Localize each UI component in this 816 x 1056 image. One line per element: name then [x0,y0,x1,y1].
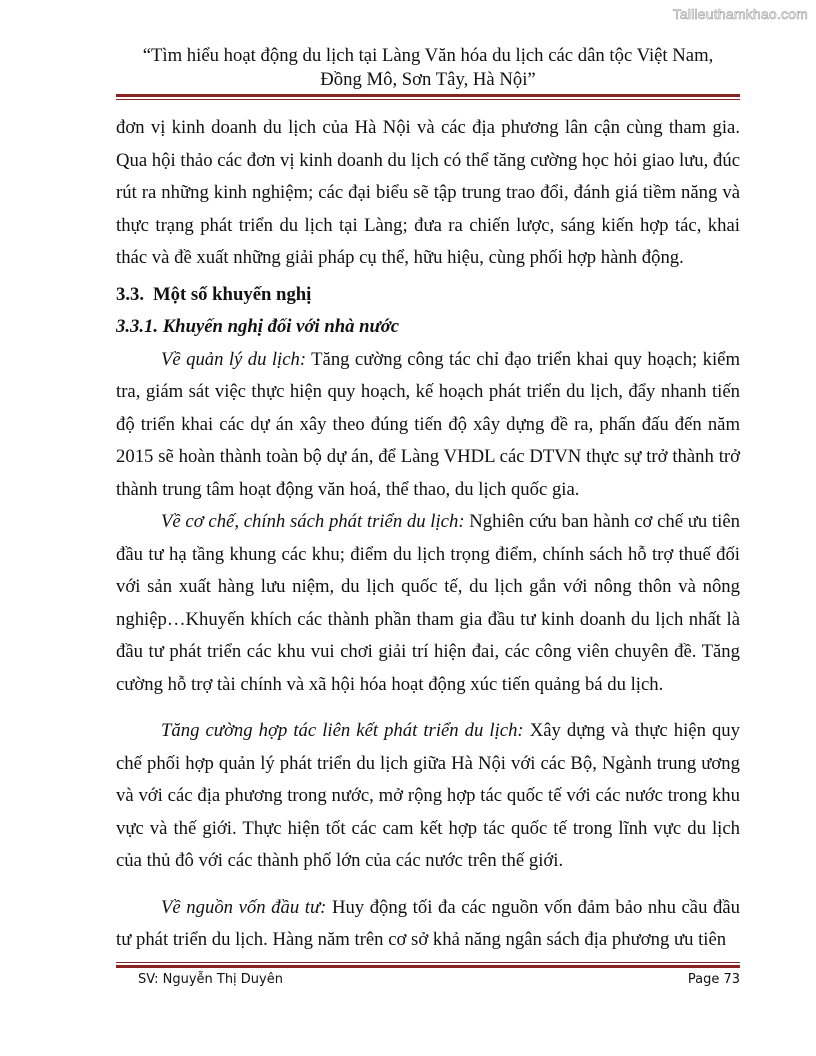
page-number: Page 73 [687,972,740,987]
header-rule-thin [116,99,740,100]
paragraph-lead: Tăng cường hợp tác liên kết phát triển du lịch: [161,720,524,741]
page-footer [138,972,740,987]
paragraph-investment [116,892,740,957]
paragraph-intro: đơn vị kinh doanh du lịch của Hà Nội và các địa phương lân cận cùng tham gia. Qua hội thảo các đơn vị kinh doanh du lịch có thể tăng cường học hỏi giao lưu, đúc rút ra những kinh nghiệm; các đại biểu sẽ tập trung trao đổi, đánh giá tiềm năng và thực trạng phát triển du lịch tại Làng; đưa ra chiến lược, sáng kiến hợp tác, khai thác và đề xuất những giải pháp cụ thể, hữu hiệu, cùng phối hợp hành động. [116,117,740,268]
paragraph-cooperation [116,715,740,878]
header-rule-thick [116,94,740,97]
section-title: Một số khuyến nghị [153,283,312,305]
paragraph-management [116,344,740,507]
paragraph-text: Huy động tối đa các nguồn vốn đảm bảo nhu cầu đầu tư phát triển du lịch. Hàng năm trên cơ sở khả năng ngân sách địa phương ưu tiên [116,896,740,950]
header-title-line-2: Đồng Mô, Sơn Tây, Hà Nội” [320,69,536,90]
section-number: 3.3. [116,283,145,305]
section-heading [116,279,740,312]
paragraph-text: Nghiên cứu ban hành cơ chế ưu tiên đầu tư hạ tầng khung các khu; điểm du lịch trọng điểm, chính sách hỗ trợ thuế đối với sản xuất hàng lưu niệm, du lịch quốc tế, du lịch gắn với nông thôn và nông nghiệp…Khuyến khích các thành phần tham gia đầu tư kinh doanh du lịch nhất là đầu tư phát triển các khu vui chơi giải trí hiện đai, các công viên chuyên đề. Tăng cường hỗ trợ tài chính và xã hội hóa hoạt động xúc tiến quảng bá du lịch. [116,511,740,695]
page-body [116,112,740,957]
footer-rule-thin [116,962,740,963]
paragraph-lead: Về cơ chế, chính sách phát triển du lịch: [161,511,465,532]
paragraph-text: Tăng cường công tác chỉ đạo triển khai quy hoạch; kiểm tra, giám sát việc thực hiện quy hoạch, kế hoạch phát triển du lịch, đẩy nhanh tiến độ triển khai các dự án xây theo đúng tiến độ xây dựng đề ra, phấn đấu đến năm 2015 sẽ hoàn thành toàn bộ dự án, để Làng VHDL các DTVN thực sự trở thành trở thành trung tâm hoạt động văn hoá, thể thao, du lịch quốc gia. [116,348,740,500]
header-title-line-1: “Tìm hiểu hoạt động du lịch tại Làng Văn hóa du lịch các dân tộc Việt Nam, [142,45,714,66]
watermark: Tailieuthamkhao.com [672,6,808,22]
footer-author: SV: Nguyễn Thị Duyên [138,972,283,987]
paragraph-text: Xây dựng và thực hiện quy chế phối hợp quản lý phát triển du lịch giữa Hà Nội với các Bộ, Ngành trung ương và với các địa phương trong nước, mở rộng hợp tác quốc tế với các nước trong khu vực và thế giới. Thực hiện tốt các cam kết hợp tác quốc tế trong lĩnh vực du lịch của thủ đô với các thành phố lớn của các nước trên thế giới. [116,720,740,871]
paragraph-lead: Về quản lý du lịch: [161,348,307,370]
footer-rule-thick [116,965,740,968]
paragraph-lead: Về nguồn vốn đầu tư: [161,896,327,918]
subsection-heading: 3.3.1. Khuyến nghị đối với nhà nước [116,316,400,337]
paragraph-policy [116,506,740,701]
page-header [116,44,740,92]
